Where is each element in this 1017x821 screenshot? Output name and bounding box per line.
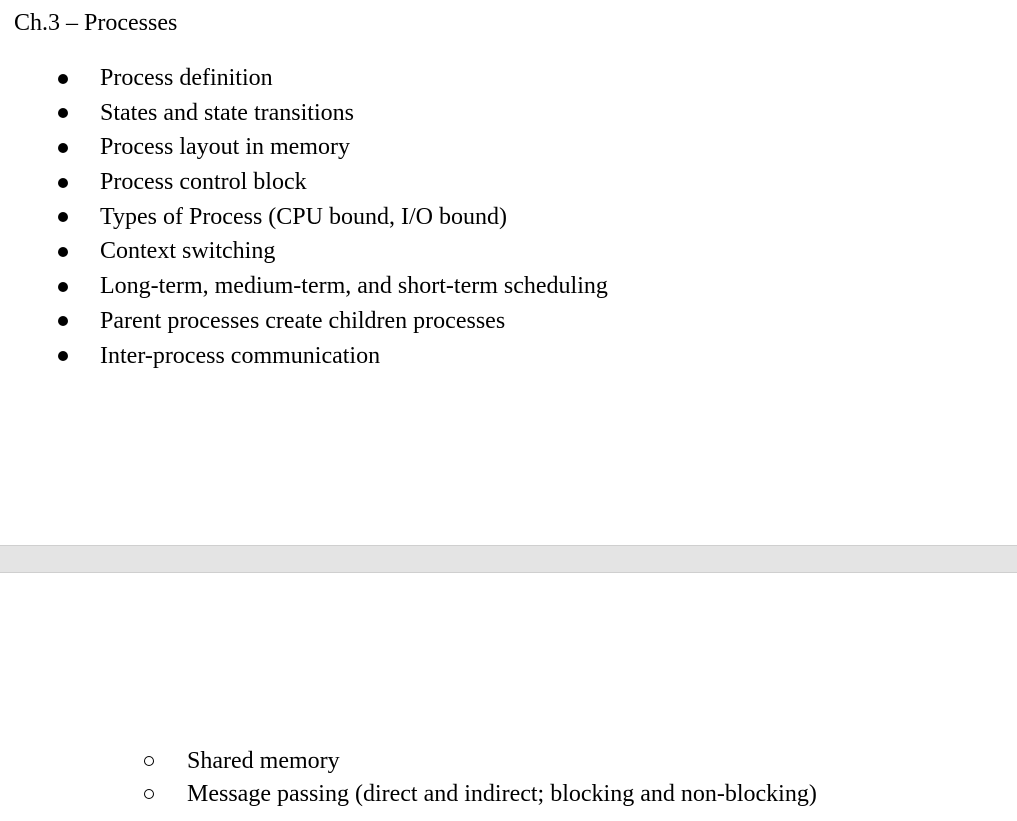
list-item-text: Types of Process (CPU bound, I/O bound) [100, 203, 507, 230]
hollow-circle-bullet-icon [144, 789, 154, 799]
list-item-text: Process layout in memory [100, 134, 350, 161]
list-item-text: States and state transitions [100, 99, 354, 126]
list-item-text: Process control block [100, 169, 307, 196]
list-item-text: Parent processes create children processes [100, 307, 506, 334]
sub-list-item-text: Message passing (direct and indirect; blocking and non-blocking) [187, 781, 817, 807]
document-page-2 [0, 573, 1017, 821]
list-item-text: Context switching [100, 238, 276, 265]
bullet-icon [58, 212, 68, 222]
list-item-text: Inter-process communication [100, 342, 381, 369]
bullet-icon [58, 74, 68, 84]
bullet-icon [58, 178, 68, 188]
bullet-icon [58, 247, 68, 257]
page-break-gap [0, 545, 1017, 573]
bullet-icon [58, 351, 68, 361]
bullet-icon [58, 316, 68, 326]
bullet-icon [58, 108, 68, 118]
list-item-text: Process definition [100, 65, 273, 91]
chapter-heading: Ch.3 – Processes [14, 10, 178, 36]
bullet-icon [58, 282, 68, 292]
bullet-icon [58, 143, 68, 153]
sub-list-item-text: Shared memory [187, 748, 340, 774]
list-item-text: Long-term, medium-term, and short-term scheduling [100, 273, 608, 300]
hollow-circle-bullet-icon [144, 756, 154, 766]
